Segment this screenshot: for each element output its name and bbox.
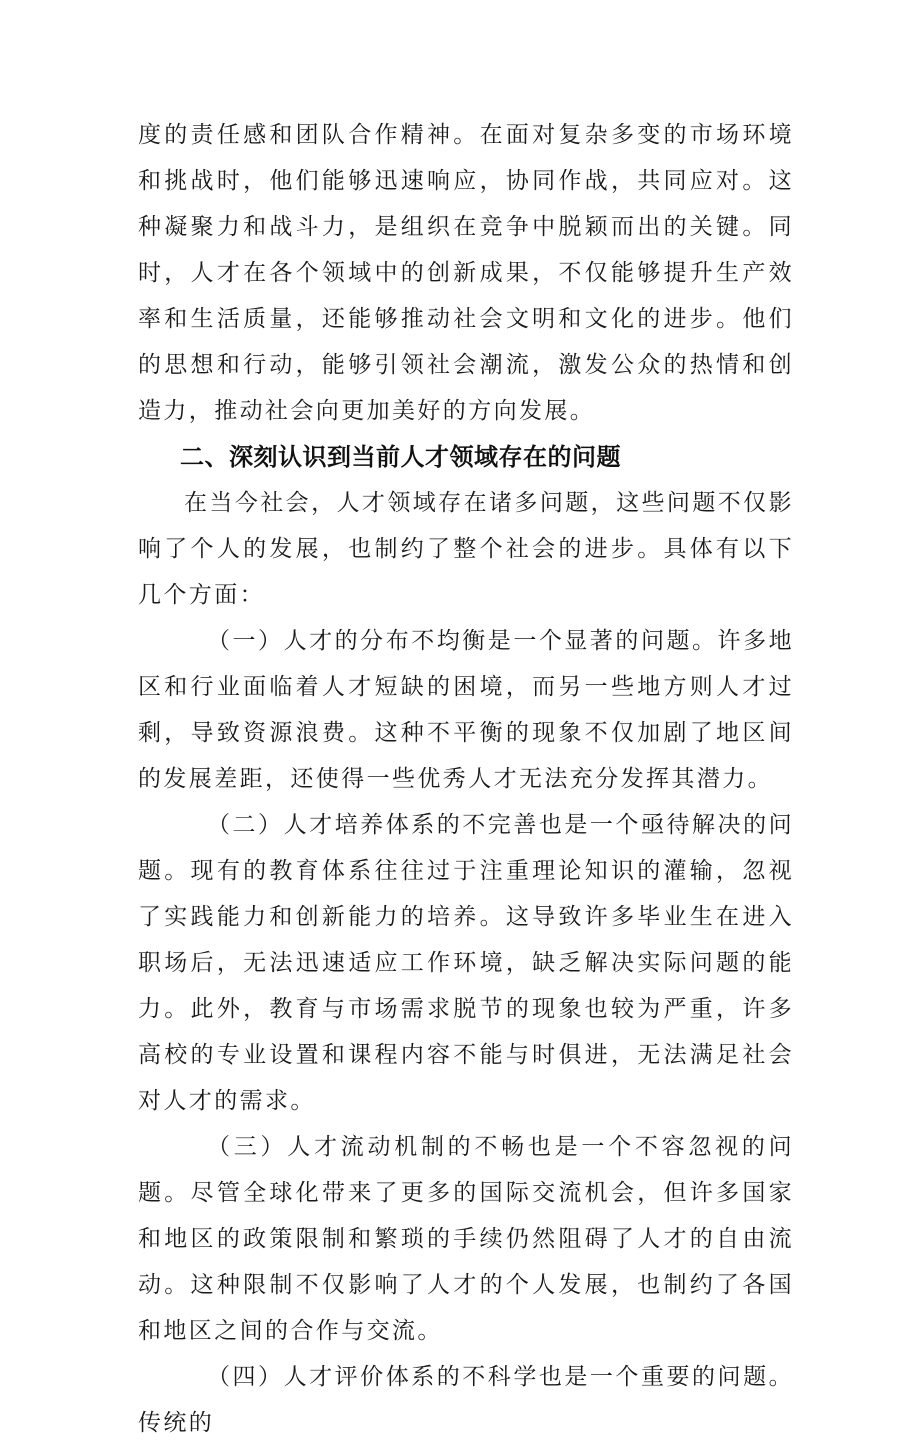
body-paragraph-item-4: （四）人才评价体系的不科学也是一个重要的问题。传统的 — [138, 1364, 794, 1436]
document-body — [138, 112, 794, 1446]
body-paragraph-item-2: （二）人才培养体系的不完善也是一个亟待解决的问题。现有的教育体系往往过于注重理论知识的灌输，忽视了实践能力和创新能力的培养。这导致许多毕业生在进入职场后，无法迅速适应工作环境，缺乏解决实际问题的能力。此外，教育与市场需求脱节的现象也较为严重，许多高校的专业设置和课程内容不能与时俱进，无法满足社会对人才的需求。 — [138, 812, 794, 1114]
section-heading: 二、深刻认识到当前人才领域存在的问题 — [180, 443, 621, 471]
body-paragraph-continued: 度的责任感和团队合作精神。在面对复杂多变的市场环境和挑战时，他们能够迅速响应，协同作战，共同应对。这种凝聚力和战斗力，是组织在竞争中脱颖而出的关键。同时，人才在各个领域中的创新成果，不仅能够提升生产效率和生活质量，还能够推动社会文明和文化的进步。他们的思想和行动，能够引领社会潮流，激发公众的热情和创造力，推动社会向更加美好的方向发展。 — [138, 122, 794, 424]
body-paragraph-item-1: （一）人才的分布不均衡是一个显著的问题。许多地区和行业面临着人才短缺的困境，而另一些地方则人才过剩，导致资源浪费。这种不平衡的现象不仅加剧了地区间的发展差距，还使得一些优秀人才无法充分发挥其潜力。 — [138, 628, 794, 792]
body-paragraph-item-3: （三）人才流动机制的不畅也是一个不容忽视的问题。尽管全球化带来了更多的国际交流机会，但许多国家和地区的政策限制和繁琐的手续仍然阻碍了人才的自由流动。这种限制不仅影响了人才的个人发展，也制约了各国和地区之间的合作与交流。 — [138, 1134, 794, 1344]
body-paragraph-intro: 在当今社会，人才领域存在诸多问题，这些问题不仅影响了个人的发展，也制约了整个社会的进步。具体有以下几个方面： — [138, 490, 794, 608]
